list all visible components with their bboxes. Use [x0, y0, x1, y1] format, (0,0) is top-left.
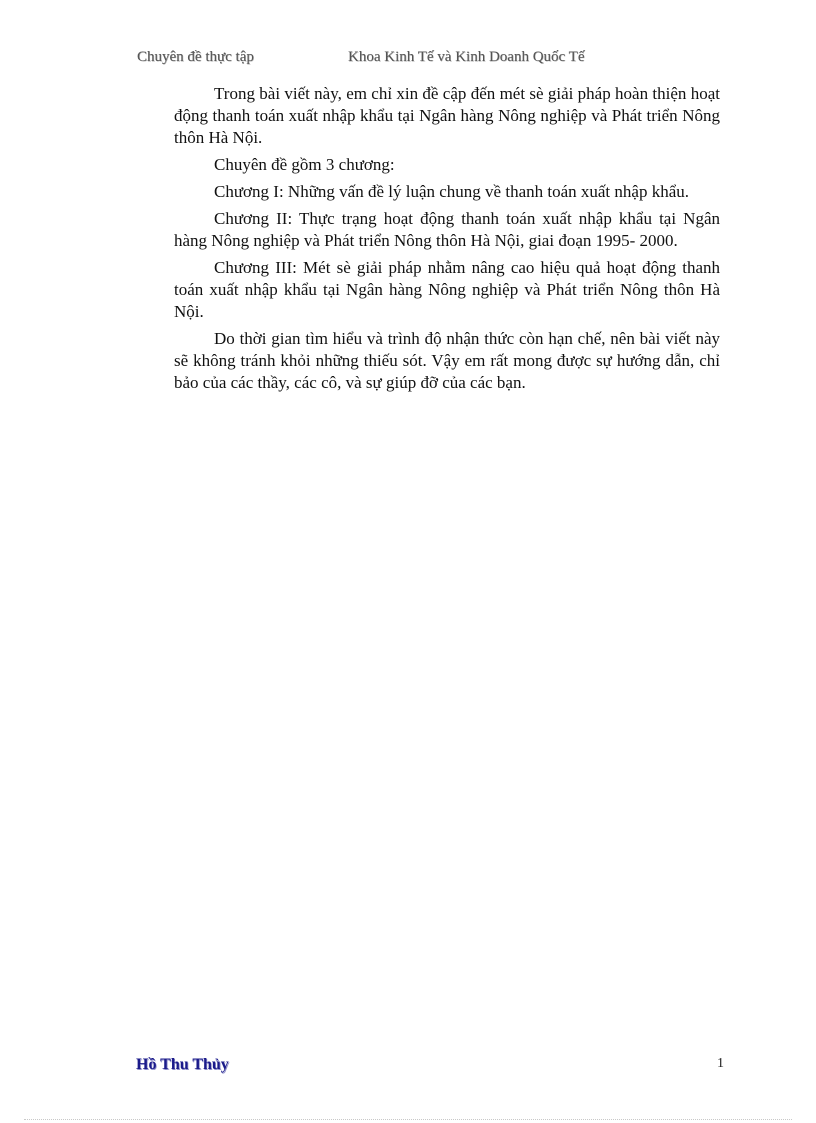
body-text	[174, 83, 720, 399]
paragraph-chapter-count: Chuyên đề gồm 3 chương:	[214, 155, 395, 174]
page-bottom-border	[24, 1119, 792, 1120]
paragraph-chapter-1: Chương I: Những vấn đề lý luận chung về thanh toán xuất nhập khẩu.	[214, 182, 689, 201]
paragraph-chapter-2: Chương II: Thực trạng hoạt động thanh toán xuất nhập khẩu tại Ngân hàng Nông nghiệp và Phát triển Nông thôn Hà Nội, giai đoạn 1995- 2000.	[174, 209, 720, 250]
header-faculty-name: Khoa Kinh Tế và Kinh Doanh Quốc Tế	[348, 49, 585, 65]
page-number: 1	[717, 1056, 724, 1071]
paragraph-closing: Do thời gian tìm hiểu và trình độ nhận thức còn hạn chế, nên bài viết này sẽ không tránh khỏi những thiếu sót. Vậy em rất mong được sự hướng dẫn, chỉ bảo của các thầy, các cô, và sự giúp đỡ của các bạn.	[174, 329, 720, 392]
paragraph-intro: Trong bài viết này, em chỉ xin đề cập đến mét sè giải pháp hoàn thiện hoạt động thanh toán xuất nhập khẩu tại Ngân hàng Nông nghiệp và Phát triển Nông thôn Hà Nội.	[174, 84, 720, 147]
paragraph-chapter-3: Chương III: Mét sè giải pháp nhằm nâng cao hiệu quả hoạt động thanh toán xuất nhập khẩu tại Ngân hàng Nông nghiệp và Phát triển Nông thôn Hà Nội.	[174, 258, 720, 321]
header-course-title: Chuyên đề thực tập	[137, 49, 254, 65]
footer-author: Hồ Thu Thủy	[136, 1056, 229, 1073]
